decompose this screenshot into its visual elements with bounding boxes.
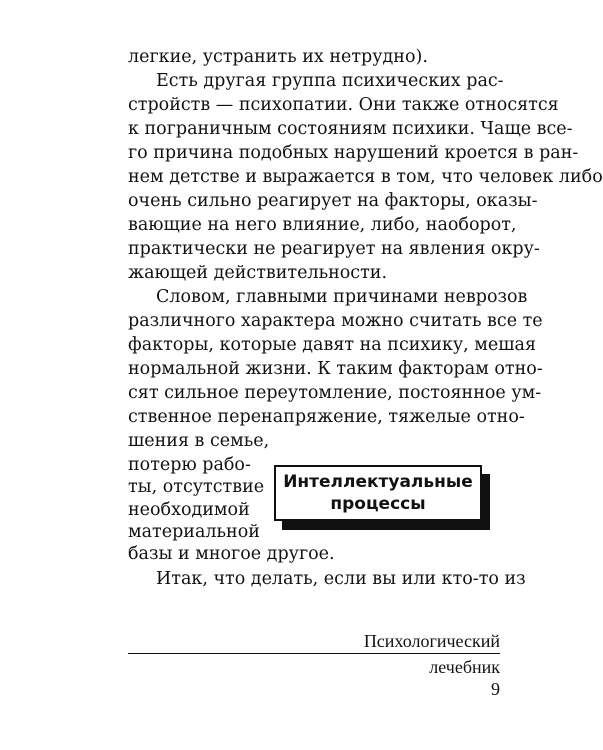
paragraph-line: легкие, устранить их нетрудно). — [128, 47, 428, 67]
footer-rule — [128, 653, 500, 654]
wrapped-line: ты, отсутствие — [128, 477, 265, 498]
sidebar-box — [274, 465, 482, 521]
running-title-line2: лечебник — [429, 657, 500, 677]
paragraph-line: нем детстве и выражается в том, что человек либо — [128, 167, 603, 187]
paragraph-line: шения в семье, — [128, 431, 270, 451]
page-number: 9 — [491, 679, 500, 699]
paragraph-line: к пограничным состояниям психики. Чаще все- — [128, 119, 573, 139]
wrapped-line: необходимой — [128, 499, 250, 520]
paragraph-line: факторы, которые давят на психику, мешая — [128, 335, 537, 355]
paragraph-line: различного характера можно считать все те — [128, 311, 543, 331]
running-title: Психологический — [363, 631, 500, 651]
paragraph-line: вающие на него влияние, либо, наоборот, — [128, 215, 517, 235]
paragraph-line: сят сильное переутомление, постоянное ум- — [128, 383, 542, 403]
paragraph-line: ственное перенапряжение, тяжелые отно- — [128, 407, 525, 427]
paragraph-line: очень сильно реагирует на факторы, оказы- — [128, 191, 538, 211]
paragraph-line: нормальной жизни. К таким факторам отно- — [128, 359, 543, 379]
paragraph-line: базы и многое другое. — [128, 544, 335, 564]
paragraph-line: жающей действительности. — [128, 263, 388, 283]
wrapped-line: материальной — [128, 522, 260, 543]
paragraph-line: Итак, что делать, если вы или кто-то из — [156, 569, 526, 589]
paragraph-line: го причина подобных нарушений кроется в ран- — [128, 143, 579, 163]
paragraph-line: Словом, главными причинами неврозов — [156, 287, 528, 307]
paragraph-line: Есть другая группа психических рас- — [156, 71, 504, 91]
paragraph-line: практически не реагирует на явления окру- — [128, 239, 540, 259]
sidebar-box-title-line2: процессы — [330, 494, 426, 514]
wrapped-text — [128, 454, 263, 544]
paragraph-line: стройств — психопатии. Они также относятся — [128, 95, 559, 115]
sidebar-box-title-line1: Интеллектуальные — [283, 472, 473, 492]
wrapped-line: потерю рабо- — [128, 455, 251, 475]
